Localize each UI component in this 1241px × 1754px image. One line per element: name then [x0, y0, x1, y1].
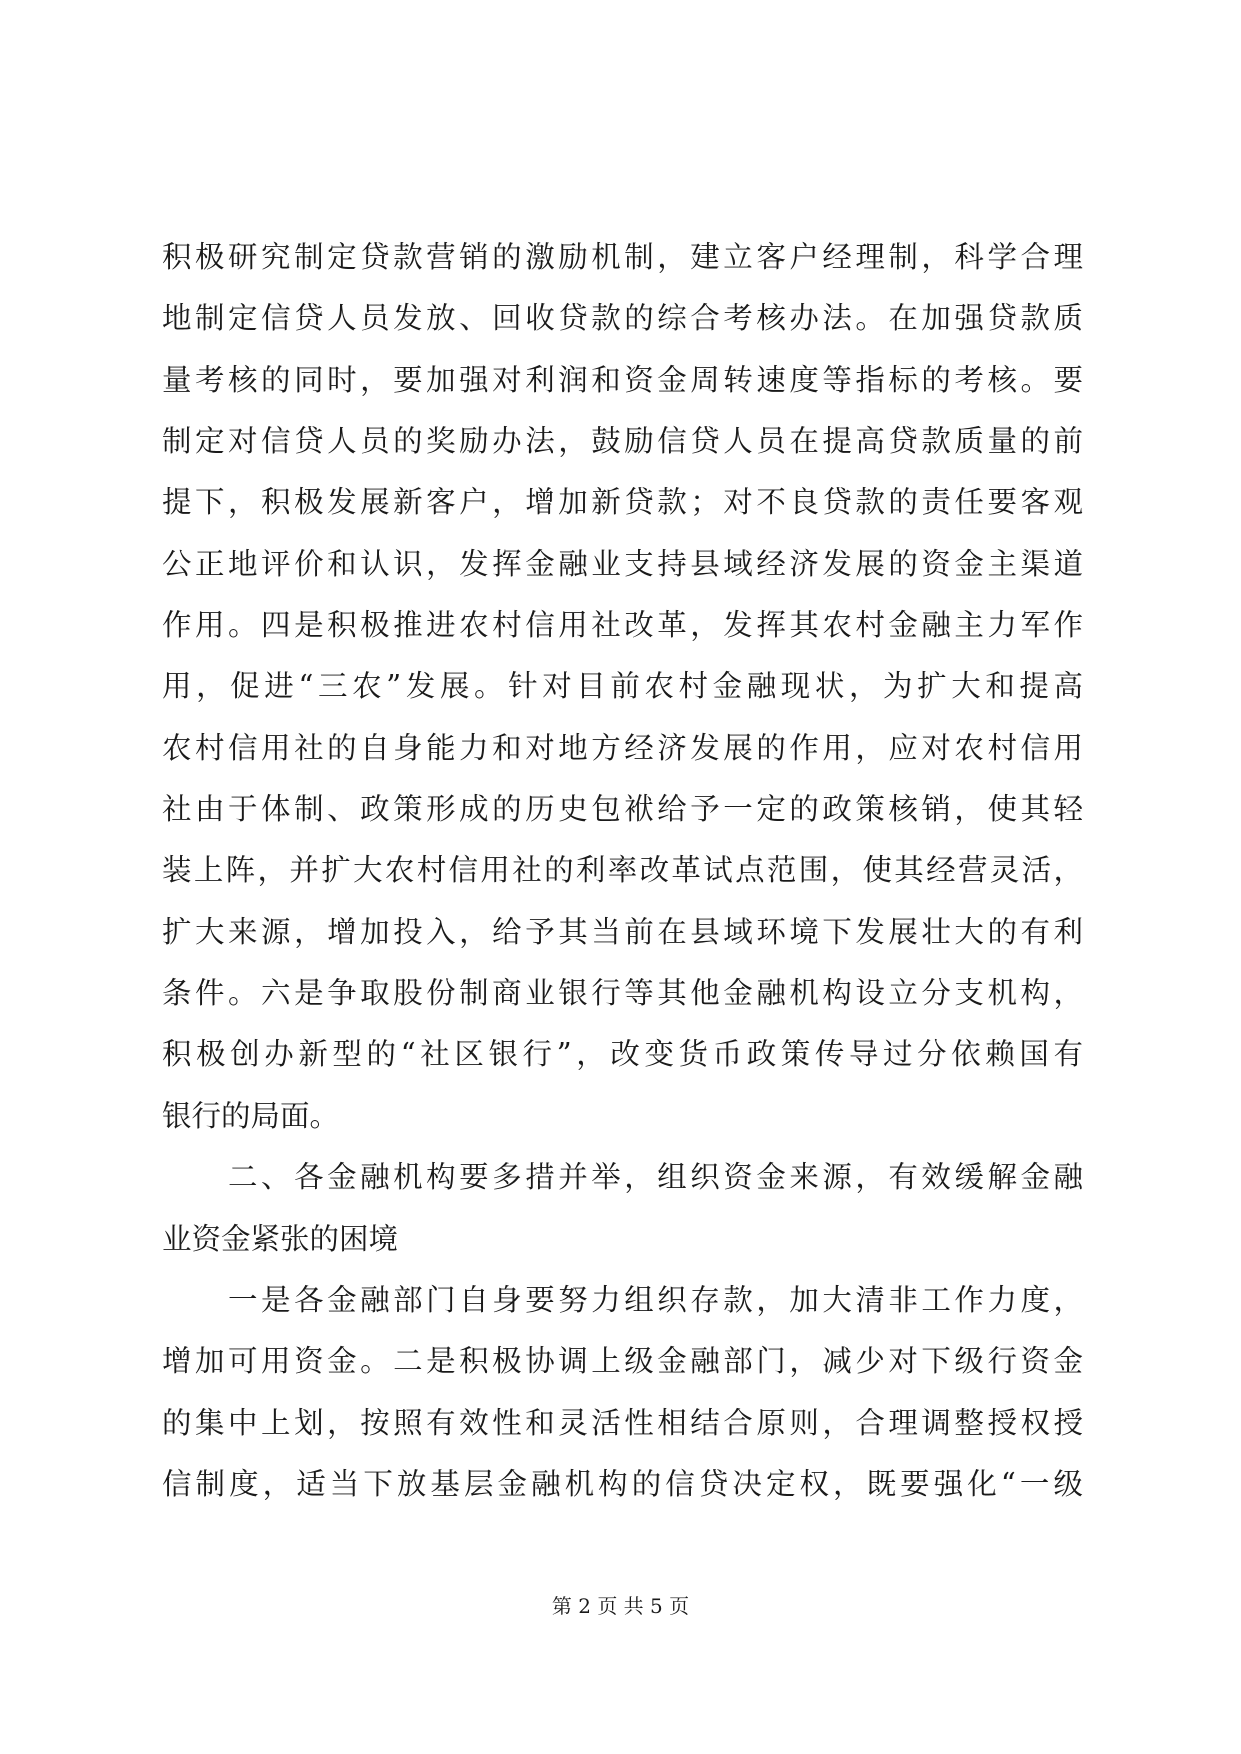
text-line: 作用。四是积极推进农村信用社改革，发挥其农村金融主力军作 [162, 608, 1083, 643]
text-line: 增加可用资金。二是积极协调上级金融部门，减少对下级行资金 [162, 1344, 1083, 1379]
page-footer: 第 2 页 共 5 页 [551, 1594, 690, 1618]
text-line: 提下，积极发展新客户，增加新贷款；对不良贷款的责任要客观 [162, 485, 1083, 520]
text-line: 制定对信贷人员的奖励办法，鼓励信贷人员在提高贷款质量的前 [162, 424, 1083, 459]
text-line: 信制度，适当下放基层金融机构的信贷决定权，既要强化“一级 [162, 1466, 1083, 1501]
text-line: 扩大来源，增加投入，给予其当前在县域环境下发展壮大的有利 [162, 914, 1083, 949]
text-line: 一是各金融部门自身要努力组织存款，加大清非工作力度， [162, 1282, 1083, 1317]
text-line: 装上阵，并扩大农村信用社的利率改革试点范围，使其经营灵活， [162, 853, 1083, 888]
text-line: 地制定信贷人员发放、回收贷款的综合考核办法。在加强贷款质 [162, 301, 1083, 336]
text-line: 积极研究制定贷款营销的激励机制，建立客户经理制，科学合理 [162, 240, 1083, 274]
text-line: 二、各金融机构要多措并举，组织资金来源，有效缓解金融 [162, 1160, 1083, 1195]
text-line: 社由于体制、政策形成的历史包袱给予一定的政策核销，使其轻 [162, 792, 1083, 827]
text-line: 积极创办新型的“社区银行”，改变货币政策传导过分依赖国有 [162, 1037, 1083, 1072]
text-line: 的集中上划，按照有效性和灵活性相结合原则，合理调整授权授 [162, 1405, 1083, 1440]
text-line: 农村信用社的自身能力和对地方经济发展的作用，应对农村信用 [162, 730, 1083, 765]
body-text [162, 227, 1083, 1515]
text-line: 银行的局面。 [162, 1098, 340, 1133]
text-line: 用，促进“三农”发展。针对目前农村金融现状，为扩大和提高 [162, 669, 1083, 704]
text-line: 条件。六是争取股份制商业银行等其他金融机构设立分支机构， [162, 976, 1083, 1011]
text-line: 公正地评价和认识，发挥金融业支持县域经济发展的资金主渠道 [162, 546, 1083, 581]
text-line: 量考核的同时，要加强对利润和资金周转速度等指标的考核。要 [162, 362, 1083, 397]
text-line: 业资金紧张的困境 [162, 1221, 399, 1256]
